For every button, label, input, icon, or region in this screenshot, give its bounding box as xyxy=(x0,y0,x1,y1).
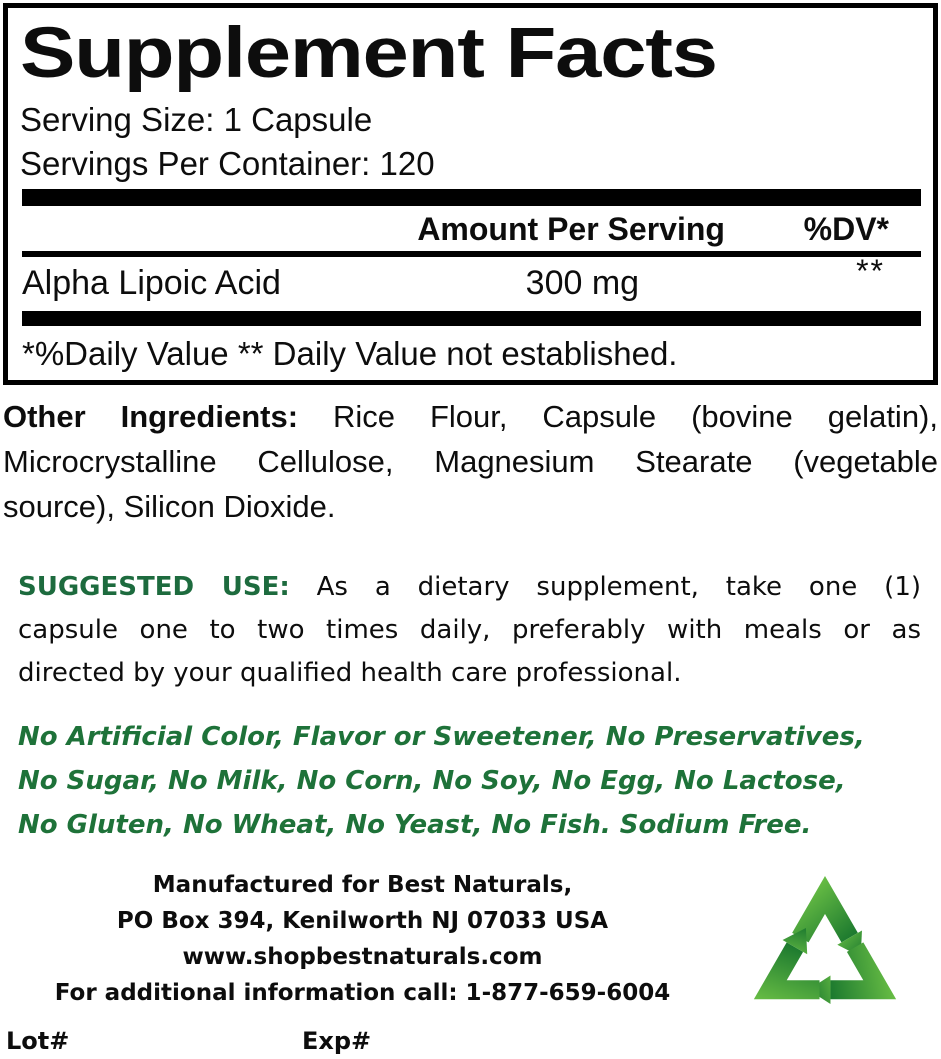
manufacturer-phone: For additional information call: 1-877-659-6004 xyxy=(54,980,671,1006)
thick-divider-bottom xyxy=(22,311,921,326)
other-ingredients-label: Other Ingredients: xyxy=(3,399,299,434)
exp-date-label: Exp# xyxy=(302,1027,372,1055)
suggested-use-line3: directed by your qualified health care professional. xyxy=(18,658,682,688)
manufacturer-line2: PO Box 394, Kenilworth NJ 07033 USA xyxy=(116,908,609,934)
lot-exp-row xyxy=(0,1025,941,1059)
panel-title: Supplement Facts xyxy=(20,14,717,93)
table-row xyxy=(20,253,923,311)
suggested-use-line1 xyxy=(18,566,921,609)
other-ingredients-text1: Rice Flour, Capsule (bovine gelatin), xyxy=(332,399,938,434)
suggested-use-line2: capsule one to two times daily, preferably with meals or as xyxy=(18,615,921,645)
other-ingredients xyxy=(3,394,938,529)
claims xyxy=(18,715,927,847)
claims-line1: No Artificial Color, Flavor or Sweetener, No Preservatives, xyxy=(18,722,865,752)
supplement-facts-panel xyxy=(3,3,938,385)
daily-value-footnote: *%Daily Value ** Daily Value not established. xyxy=(22,335,678,372)
manufacturer-website: www.shopbestnaturals.com xyxy=(182,944,543,970)
ingredient-name: Alpha Lipoic Acid xyxy=(22,264,281,302)
other-ingredients-line2: Microcrystalline Cellulose, Magnesium Stearate (vegetable xyxy=(3,444,938,479)
serving-size: Serving Size: 1 Capsule xyxy=(20,101,373,138)
supplement-label xyxy=(0,3,941,1055)
other-ingredients-line1 xyxy=(3,394,938,439)
thick-divider-top xyxy=(22,189,921,206)
servings-per-container: Servings Per Container: 120 xyxy=(20,145,435,182)
claims-line2: No Sugar, No Milk, No Corn, No Soy, No Egg, No Lactose, xyxy=(18,766,846,796)
suggested-use-text1: As a dietary supplement, take one (1) xyxy=(316,572,922,602)
other-ingredients-line3: source), Silicon Dioxide. xyxy=(3,489,336,524)
bottom-section xyxy=(0,863,941,1025)
recycle-icon xyxy=(725,863,925,1025)
table-header-row xyxy=(20,206,923,251)
percent-dv-header: %DV* xyxy=(803,211,889,247)
amount-per-serving-header: Amount Per Serving xyxy=(417,211,725,247)
suggested-use-label: SUGGESTED USE: xyxy=(18,572,290,602)
claims-line3: No Gluten, No Wheat, No Yeast, No Fish. Sodium Free. xyxy=(18,810,812,840)
manufacturer-line1: Manufactured for Best Naturals, xyxy=(152,872,573,898)
ingredient-amount: 300 mg xyxy=(525,264,640,302)
suggested-use xyxy=(18,566,921,695)
lot-number-label: Lot# xyxy=(6,1027,70,1055)
ingredient-dv: ** xyxy=(856,253,885,289)
manufacturer-info xyxy=(0,863,725,1025)
